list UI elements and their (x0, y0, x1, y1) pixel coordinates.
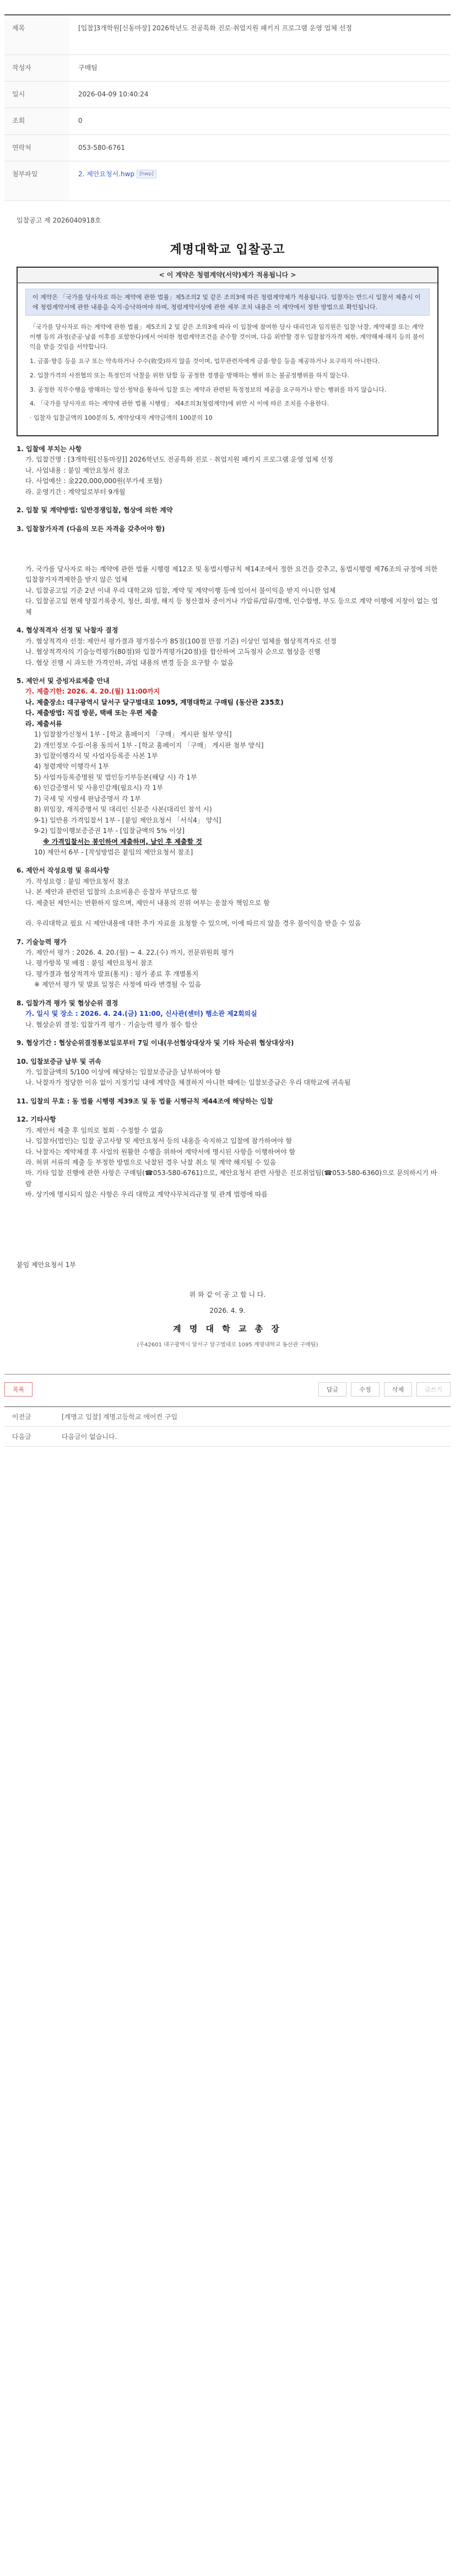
notice-number: 입찰공고 제 2026040918호 (17, 216, 101, 224)
section-line: 나. 입찰공고일 기준 2년 이내 우리 대학교와 입찰, 계약 및 계약이행 등에 있어서 불이익을 받지 아니한 업체 (25, 586, 336, 594)
sign-organization: 계 명 대 학 교 총 장 (173, 1323, 282, 1334)
section-heading: 12. 기타사항 (17, 1116, 56, 1124)
required-doc: 9-2) 입찰이행보증증권 1부 - [입찰금액의 5% 이상] (34, 827, 185, 835)
next-label: 다음글 (12, 1432, 31, 1441)
price-eval-schedule: 가. 일시 및 장소 : 2026. 4. 24.(금) 11:00, 신사관(센터) 행소관 제2회의실 (25, 1010, 257, 1018)
sign-address: (우42601 대구광역시 달서구 달구벌대로 1095 계명대학교 동산관 구매팀) (137, 1341, 318, 1348)
required-doc: 3) 입찰이행각서 및 사업자등록증 사본 1부 (34, 752, 158, 760)
notice-title: 계명대학교 입찰공고 (170, 243, 285, 257)
required-doc: 4) 청렴계약 이행각서 1부 (34, 762, 109, 771)
required-doc: 6) 인감증명서 및 사용인감계(필요시) 각 1부 (34, 784, 163, 792)
section-line: 가. 제안서 제출 후 임의로 철회 · 수정할 수 없음 (25, 1126, 164, 1134)
meta-phone-label: 연락처 (4, 135, 69, 161)
attachment-note: 붙임 제안요청서 1부 (17, 1260, 77, 1269)
section-line: 가. 국가를 당사자로 하는 계약에 관한 법률 시행령 제12조 및 동법시행규칙 제14조에서 정한 요건을 갖추고, 동법시행령 제76조의 규정에 의한 입찰참가자격제한을 받지 않은 업체 (25, 565, 438, 584)
meta-date-label: 일시 (4, 82, 69, 107)
section-heading: 9. 협상기간 : 협상순위결정통보일로부터 7일 이내(우선협상대상자 및 기타 차순위 협상대상자) (17, 1039, 294, 1047)
meta-row-title (4, 15, 451, 55)
section-line: 마. 기타 입찰 진행에 관한 사항은 구매팀(☎053-580-6761)으로, 제안요청서 관련 사항은 진로취업팀(☎053-580-6360)으로 문의하시기 바람 (25, 1169, 437, 1188)
section-line: 가. 제안서 평가 : 2026. 4. 20.(월) ~ 4. 22.(수) 까지, 전문위원회 평가 (25, 949, 234, 956)
section-line: 라. 운영기간 : 계약일로부터 9개월 (25, 488, 126, 496)
integrity-contract-heading: < 이 계약은 청렴계약(서약)제가 적용됩니다 > (18, 268, 437, 283)
meta-row-attach (4, 161, 451, 201)
section-line: 나. 낙찰자가 정당한 이유 없이 지정기일 내에 계약을 체결하지 아니한 때에는 입찰보증금은 우리 대학교에 귀속됨 (25, 1079, 351, 1087)
meta-row-date (4, 82, 451, 108)
submission-deadline: 가. 제출기한: 2026. 4. 20.(월) 11:00까지 (25, 688, 160, 696)
meta-row-writer (4, 55, 451, 82)
section-heading: 10. 입찰보증금 납부 및 귀속 (17, 1057, 101, 1065)
edit-button[interactable]: 수정 (351, 1382, 379, 1397)
section-line: 다. 사업예산 : 金220,000,000원(부가세 포함) (25, 477, 162, 485)
signature-block (17, 1287, 438, 1352)
required-doc: 8) 위임장, 재직증명서 및 대리인 신분증 사본(대리인 참석 시) (34, 805, 212, 814)
section-heading: 1. 입찰에 부치는 사항 (17, 445, 82, 453)
meta-row-phone (4, 135, 451, 161)
post-title: [입찰]3개학원[신동마장] 2026학년도 전공특화 진로·취업지원 패키지 프로그램 운영 업체 선정 (78, 24, 352, 32)
section-note: ※ 제안서 평가 및 발표 일정은 사정에 따라 변경될 수 있음 (34, 981, 202, 989)
write-button[interactable]: 글쓰기 (416, 1382, 451, 1397)
section-line: 다. 입찰공고일 현재 양질기록중지, 청산, 회생, 해지 등 청산절차 중이거나 가압류/압류/경매, 인수합병, 부도 등으로 계약 이행에 지장이 없는 업체 (25, 597, 438, 616)
board-buttons (4, 1374, 451, 1397)
required-doc: 10) 제안서 6부 - [작성방법은 붙임의 제안요청서 참조] (34, 848, 193, 856)
integrity-item: 1. 금품·향응 등을 요구 또는 약속하거나 수수(收受)하지 않을 것이며, 업무관련자에게 금품·향응 등을 제공하거나 요구하지 아니한다. (30, 357, 380, 365)
required-doc: 2) 개인정보 수집·이용 동의서 1부 - [학교 홈페이지 「구매」 게시판 첨부 양식] (34, 741, 264, 749)
required-doc: 1) 입찰참가신청서 1부 - [학교 홈페이지 「구매」 게시판 첨부 양식] (34, 730, 232, 739)
post-phone: 053-580-6761 (78, 143, 126, 151)
integrity-item: 4. 「국가를 당사자로 하는 계약에 관한 법률 시행령」 제4조의3(청렴계약)에 위반 시 이에 따른 조치를 수용한다. (30, 400, 329, 408)
integrity-contract-highlight: 이 계약은 「국가를 당사자로 하는 계약에 관한 법률」제5조의2 및 같은 조의3에 따른 청렴계약제가 적용됩니다. 입찰자는 반드시 입찰서 제출시 이에 청렴계약서에 관한 내용을 숙지·승낙하여야 하며, 청렴계약서상에 관한 세부 조치 내용은 이 계약에서 정한 방법으로 확인됩니다. (25, 289, 430, 316)
post-date: 2026-04-09 10:40:24 (78, 90, 149, 99)
section-line: 다. 협상 진행 시 과도한 가격인하, 과업 내용의 변경 등을 요구할 수 없음 (25, 658, 234, 667)
post-writer: 구매팀 (78, 64, 98, 72)
prev-post-row[interactable] (4, 1407, 451, 1427)
section-line: 다. 평가결과 협상적격자 발표(통지) : 평가 종료 후 개별통지 (25, 970, 199, 978)
list-button[interactable]: 목록 (4, 1382, 32, 1397)
section-line: 나. 사업내용 : 붙임 제안요청서 참조 (25, 466, 130, 474)
section-heading: 7. 기술능력 평가 (17, 938, 67, 946)
section-heading: 8. 입찰가격 평가 및 협상순위 결정 (17, 999, 118, 1007)
integrity-item: 3. 공정한 직무수행을 방해하는 알선·청탁을 통하여 입찰 또는 계약과 관련된 특정정보의 제공을 요구하거나 받는 행위를 하지 않습니다. (30, 386, 387, 393)
delete-button[interactable]: 삭제 (384, 1382, 412, 1397)
section-line: 라. 허위 서류의 제출 등 부정한 방법으로 낙찰된 경우 낙찰 취소 및 계약 해지될 수 있음 (25, 1159, 277, 1166)
section-line: 가. 작성요령 : 붙임 제안요청서 참조 (25, 877, 130, 885)
post-views: 0 (78, 117, 83, 125)
price-bid-note: ※ 가격입찰서는 봉인하여 제출하며, 날인 후 제출할 것 (43, 837, 202, 846)
section-line: 가. 협상적격자 선정: 제안서 평가결과 평가점수가 85점(100점 만점 기준) 이상인 업체를 협상적격자로 선정 (25, 637, 337, 645)
section-line: 라. 우리대학교 필요 시 제안내용에 대한 추가 자료를 요청할 수 있으며, 이에 따르지 않을 경우 불이익을 받을 수 있음 (25, 919, 361, 928)
section-line: 나. 본 제안과 관련된 입찰의 소요비용은 응찰자 부담으로 함 (25, 888, 198, 896)
section-line: 나. 평가항목 및 배점 : 붙임 제안요청서 참조 (25, 959, 153, 967)
section-heading: 5. 제안서 및 증빙자료제출 안내 (17, 677, 110, 685)
reply-button[interactable]: 답글 (318, 1382, 346, 1397)
meta-row-views (4, 108, 451, 134)
section-heading: 4. 협상적격자 선정 및 낙찰자 결정 (17, 626, 118, 635)
post-meta-table (4, 14, 451, 201)
meta-title-label: 제목 (4, 15, 69, 55)
section-line: 다. 제출된 제안서는 반환하지 않으며, 제안서 내용의 진위 여부는 응찰자 책임으로 함 (25, 899, 270, 907)
section-heading: 3. 입찰참가자격 (다음의 모든 자격을 갖추어야 함) (17, 524, 165, 533)
section-line: 나. 입찰자(법인)는 입찰 공고사항 및 제안요청서 등의 내용을 숙지하고 입찰에 참가하여야 함 (25, 1137, 292, 1145)
required-doc: 5) 사업자등록증명원 및 법인등기부등본(해당 시) 각 1부 (34, 773, 197, 781)
section-line: 나. 협상순위 결정: 입찰가격 평가 · 기술능력 평가 점수 합산 (25, 1020, 198, 1029)
integrity-item: 2. 입찰가격의 사전협의 또는 특정인의 낙찰을 위한 담합 등 공정한 경쟁을 방해하는 행위 또는 불공정행위를 하지 않는다. (30, 371, 349, 379)
post-body (4, 201, 451, 1352)
section-line: 가. 입찰건명 : [3개학원[신동마장]] 2026학년도 전공특화 진로 · 취업지원 패키지 프로그램 운영 업체 선정 (25, 456, 333, 464)
prev-label: 이전글 (12, 1413, 31, 1421)
section-heading: 11. 입찰의 무효 : 동 법률 시행령 제39조 및 동 법률 시행규칙 제44조에 해당하는 입찰 (17, 1097, 273, 1105)
meta-views-label: 조회 (4, 108, 69, 134)
submission-place: 나. 제출장소: 대구광역시 달서구 달구벌대로 1095, 계명대학교 구매팀 (동산관 235호) (25, 698, 284, 706)
section-line: 가. 입찰금액의 5/100 이상에 해당하는 입찰보증금을 납부하여야 함 (25, 1068, 221, 1076)
notice-sections (17, 444, 438, 1270)
prev-next-nav (4, 1406, 451, 1447)
prev-post-title[interactable]: [계명고 입찰] 계명고등학교 에어컨 구입 (62, 1413, 178, 1421)
action-button-group (316, 1382, 451, 1397)
integrity-paragraph: 「국가를 당사자로 하는 계약에 관한 법률」제5조의 2 및 같은 조의3에 따라 이 입찰에 참여한 당사 대리인과 임직원은 입찰·낙찰, 계약체결 또는 계약이행 등의 과정(준공·납품 이후를 포함한다)에서 어떠한 청렴계약조건을 준수할 것이며, 다음 위반할 경우 입찰참가자격 제한, 계약해제·해지 등의 불이익을 받을 것임을 서약합니다. (30, 323, 425, 351)
attachment-area (69, 161, 451, 201)
section-line: 나. 협상적격자의 기술능력평가(80점)와 입찰가격평가(20점)를 합산하여 고득점자 순으로 협상을 진행 (25, 648, 321, 656)
attachment-type-badge: [hwp] (137, 170, 156, 178)
section-heading: 2. 입찰 및 계약방법: 일반경쟁입찰, 협상에 의한 계약 (17, 506, 173, 515)
next-post-row (4, 1427, 451, 1447)
section-heading: 6. 제안서 작성요령 및 유의사항 (17, 867, 110, 875)
closing-text: 위 와 같 이 공 고 합 니 다. (189, 1291, 266, 1299)
next-post-title: 다음글이 없습니다. (62, 1432, 117, 1441)
meta-attach-label: 첨부파일 (4, 161, 69, 201)
section-line: 라. 제출서류 (25, 719, 62, 728)
required-doc: 7) 국세 및 지방세 완납증명서 각 1부 (34, 794, 141, 803)
integrity-contract-text (18, 321, 437, 423)
section-line: 다. 낙찰자는 계약체결 후 사업의 원활한 수행을 위하여 계약서에 명시된 사항을 이행하여야 함 (25, 1148, 296, 1156)
integrity-item: · 입찰자 입찰금액의 100분의 5, 계약상대자 계약금액의 100분의 10 (30, 414, 213, 422)
attachment-link[interactable]: 2. 제안요청서.hwp (78, 170, 135, 178)
submission-method: 다. 제출방법: 직접 방문, 택배 또는 우편 제출 (25, 709, 158, 717)
meta-writer-label: 작성자 (4, 55, 69, 81)
integrity-contract-box (17, 267, 438, 436)
sign-date: 2026. 4. 9. (209, 1306, 246, 1314)
section-line: 바. 상기에 명시되지 않은 사항은 우리 대학교 계약사무처리규정 및 관계 법령에 따름 (25, 1190, 268, 1199)
required-doc: 9-1) 일반용 가격입찰서 1부 - [붙임 제안요청서 「서식4」 양식] (34, 816, 221, 824)
